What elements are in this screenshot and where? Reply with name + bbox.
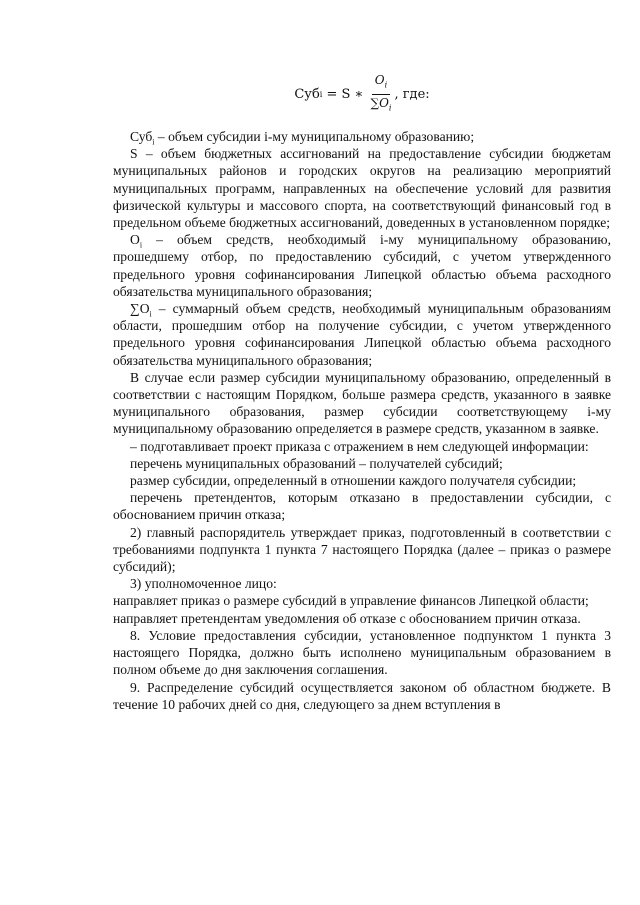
- definition: – суммарный объем средств, необходимый муниципальным образованиям области, прошедшим отбор на получение субсидии, с учетом утвержденного предельного уровня софинансирования Липецкой областью объема расходного обязательства муниципального образования;: [113, 301, 611, 368]
- definition: – объем средств, необходимый i-му муниципальному образованию, прошедшему отбор, по предоставлению субсидий, с учетом утвержденного предельного уровня софинансирования Липецкой областью объема расходного обязательства муниципального образования;: [113, 232, 611, 299]
- paragraph-send-refusals: направляет претендентам уведомления об отказе с обоснованием причин отказа.: [113, 610, 581, 626]
- term-sub: i: [152, 137, 155, 147]
- paragraph-sub-definition: [113, 128, 611, 145]
- denominator-symbol: ∑O: [370, 95, 389, 110]
- formula-fraction: [371, 73, 392, 115]
- paragraph-sum-oi-definition: [113, 300, 611, 369]
- formula-denominator: [371, 95, 392, 115]
- term: Суб: [130, 129, 153, 144]
- document-page: [113, 0, 611, 905]
- paragraph-refused-list: перечень претендентов, которым отказано в предоставлении субсидии, с обоснованием причин отказа;: [113, 490, 611, 523]
- formula-tail: , где:: [394, 86, 430, 102]
- paragraph-item-2: 2) главный распорядитель утверждает приказ, подготовленный в соответствии с требованиями подпункта 1 пункта 7 настоящего Порядка (далее – приказ о размере субсидий);: [113, 524, 611, 575]
- definition: – объем субсидии i-му муниципальному образованию;: [154, 129, 475, 144]
- term-sub: i: [149, 309, 152, 319]
- formula-lhs-sub: i: [319, 89, 323, 99]
- paragraph-oi-definition: [113, 231, 611, 300]
- definition: – объем бюджетных ассигнований на предоставление субсидии бюджетам муниципальных районов и городских округов на реализацию мероприятий муниципальных программ, направленных на обеспечение условий для развития физической культуры и массового спорта, на соответствующий финансовый год в предельном объеме бюджетных ассигнований, доведенных в установленном порядке;: [113, 146, 611, 231]
- paragraph-item-3: 3) уполномоченное лицо:: [130, 576, 277, 592]
- paragraph-list-recipients: перечень муниципальных образований – получателей субсидий;: [130, 455, 503, 471]
- document-body: [113, 128, 611, 713]
- numerator-sub: i: [384, 80, 388, 90]
- term-sub: i: [139, 240, 143, 250]
- paragraph-prepare-order: – подготавливает проект приказа с отражением в нем следующей информации:: [130, 438, 589, 454]
- denominator-sub: i: [388, 102, 392, 112]
- formula-equals: = S ∗: [322, 86, 368, 102]
- subsidy-formula: [113, 72, 611, 116]
- paragraph-send-order: направляет приказ о размере субсидий в управление финансов Липецкой области;: [113, 593, 589, 609]
- term: S: [130, 146, 138, 162]
- paragraph-subsidy-size: размер субсидии, определенный в отношении каждого получателя субсидии;: [130, 473, 577, 489]
- formula-lhs: Суб: [294, 86, 320, 102]
- numerator-symbol: O: [374, 73, 385, 88]
- paragraph-item-8: 8. Условие предоставления субсидии, установленное подпунктом 1 пункта 3 настоящего Порядка, должно быть исполнено муниципальным образованием в полном объеме до дня заключения соглашения.: [113, 627, 611, 678]
- paragraph-s-definition: [113, 145, 611, 231]
- term: O: [130, 232, 140, 248]
- paragraph-size-rule: В случае если размер субсидии муниципальному образованию, определенный в соответствии с настоящим Порядком, больше размера средств, указанного в заявке муниципального образования, размер субсидии соответствующему i-му муниципальному образованию определяется в размере средств, указанном в заявке.: [113, 369, 611, 437]
- formula-numerator: [372, 73, 390, 94]
- paragraph-item-9: 9. Распределение субсидий осуществляется законом об областном бюджете. В течение 10 рабочих дней со дня, следующего за днем вступления в: [113, 679, 611, 712]
- term: ∑O: [130, 301, 150, 317]
